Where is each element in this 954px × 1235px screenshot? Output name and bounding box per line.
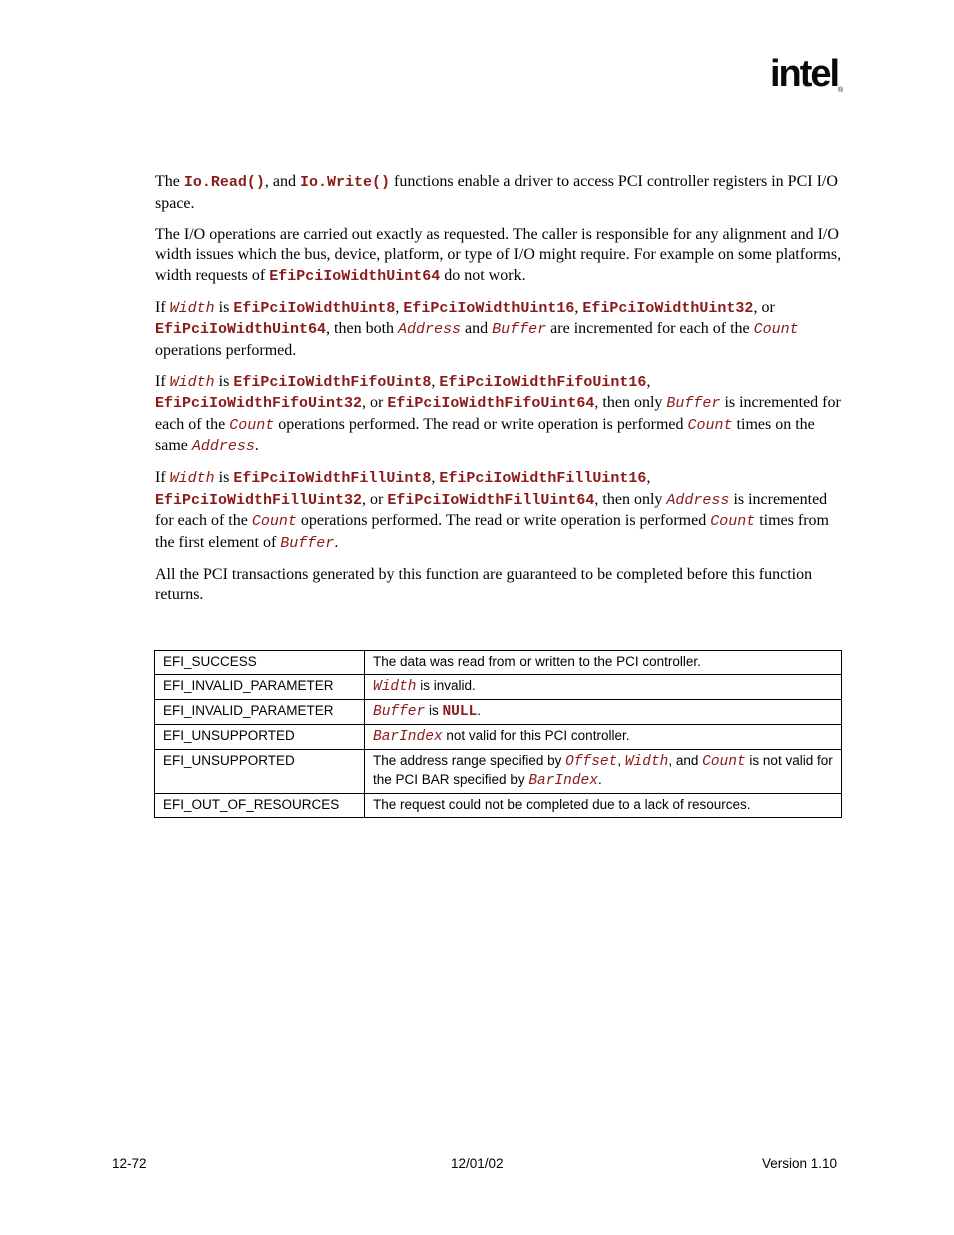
var-address: Address (666, 491, 730, 509)
paragraph-width-uint: If Width is EfiPciIoWidthUint8, EfiPciIoWidthUint16, EfiPciIoWidthUint32, or EfiPciIoWidthUint64, then both Address and Buffer are incremented for each of the Count operations performed. (155, 298, 799, 359)
status-code: EFI_UNSUPPORTED (155, 725, 365, 750)
var-count: Count (251, 513, 297, 530)
var-width: Width (169, 373, 215, 391)
table-row (155, 725, 842, 750)
footer-date: 12/01/02 (451, 1156, 504, 1171)
status-codes-table (154, 650, 842, 818)
code-width: EfiPciIoWidthFillUint16 (439, 470, 647, 487)
logo-text: intel (770, 58, 839, 95)
table-row (155, 700, 842, 725)
description-body (155, 172, 845, 616)
status-description: The data was read from or written to the PCI controller. (365, 651, 842, 675)
code-width: EfiPciIoWidthFillUint32 (155, 491, 363, 509)
footer-page-number: 12-72 (112, 1156, 147, 1171)
var-width: Width (169, 299, 215, 317)
code-width: EfiPciIoWidthUint32 (582, 299, 754, 317)
code-width: EfiPciIoWidthFifoUint16 (439, 373, 647, 391)
var-buffer: Buffer (666, 395, 721, 412)
intel-logo (770, 58, 850, 104)
status-description: BarIndex not valid for this PCI controller. (365, 725, 842, 750)
code-width: EfiPciIoWidthUint64 (155, 321, 327, 338)
status-description: The address range specified by Offset, Width, and Count is not valid for the PCI BAR specified by BarIndex. (365, 750, 842, 794)
paragraph-width-fifo: If Width is EfiPciIoWidthFifoUint8, EfiPciIoWidthFifoUint16, EfiPciIoWidthFifoUint32, or EfiPciIoWidthFifoUint64, then only Buffer is incremented for each of the Count operations performed. The read or write operation is performed Count times on the same Address. (155, 372, 841, 455)
status-description: The request could not be completed due to a lack of resources. (365, 794, 842, 818)
registered-mark: ® (838, 87, 844, 94)
code-width: EfiPciIoWidthFifoUint64 (387, 395, 595, 412)
code-width: EfiPciIoWidthFillUint64 (387, 491, 595, 509)
paragraph-width-fill: If Width is EfiPciIoWidthFillUint8, EfiPciIoWidthFillUint16, EfiPciIoWidthFillUint32, or EfiPciIoWidthFillUint64, then only Address is incremented for each of the Count operations performed. The read or write operation is performed Count times from the first element of Buffer. (155, 469, 829, 552)
status-code: EFI_OUT_OF_RESOURCES (155, 794, 365, 818)
status-code: EFI_UNSUPPORTED (155, 750, 365, 794)
paragraph-transactions: All the PCI transactions generated by this function are guaranteed to be completed before this function returns. (155, 565, 813, 603)
code-width: EfiPciIoWidthFifoUint8 (233, 373, 432, 391)
table-row (155, 651, 842, 675)
paragraph-io-functions: The Io.Read(), and Io.Write() functions enable a driver to access PCI controller registers in PCI I/O space. (155, 173, 838, 212)
paragraph-io-operations: The I/O operations are carried out exactly as requested. The caller is responsible for any alignment and I/O width issues which the bus, device, platform, or type of I/O might require. For example on some platforms, width requests of EfiPciIoWidthUint64 do not work. (155, 225, 842, 285)
table-row (155, 794, 842, 818)
status-code: EFI_INVALID_PARAMETER (155, 700, 365, 725)
status-code: EFI_INVALID_PARAMETER (155, 675, 365, 700)
var-count: Count (753, 321, 799, 338)
table-row (155, 675, 842, 700)
footer-version: Version 1.10 (762, 1156, 838, 1171)
var-count: Count (229, 416, 275, 434)
var-buffer: Buffer (492, 321, 547, 338)
code-width: EfiPciIoWidthUint16 (403, 299, 575, 317)
var-address: Address (398, 321, 462, 338)
table-row (155, 750, 842, 794)
code-io-read: Io.Read() (183, 174, 265, 191)
code-width: EfiPciIoWidthFillUint8 (233, 470, 432, 487)
var-count: Count (710, 513, 756, 530)
code-width: EfiPciIoWidthUint8 (233, 299, 396, 317)
code-width: EfiPciIoWidthFifoUint32 (155, 395, 363, 412)
code-io-write: Io.Write() (300, 174, 391, 191)
var-width: Width (169, 470, 215, 487)
var-buffer: Buffer (280, 534, 335, 552)
status-code: EFI_SUCCESS (155, 651, 365, 675)
var-count: Count (687, 416, 733, 434)
var-address: Address (191, 438, 255, 455)
status-description: Width is invalid. (365, 675, 842, 700)
status-description: Buffer is NULL. (365, 700, 842, 725)
code-width-uint64: EfiPciIoWidthUint64 (269, 267, 441, 285)
